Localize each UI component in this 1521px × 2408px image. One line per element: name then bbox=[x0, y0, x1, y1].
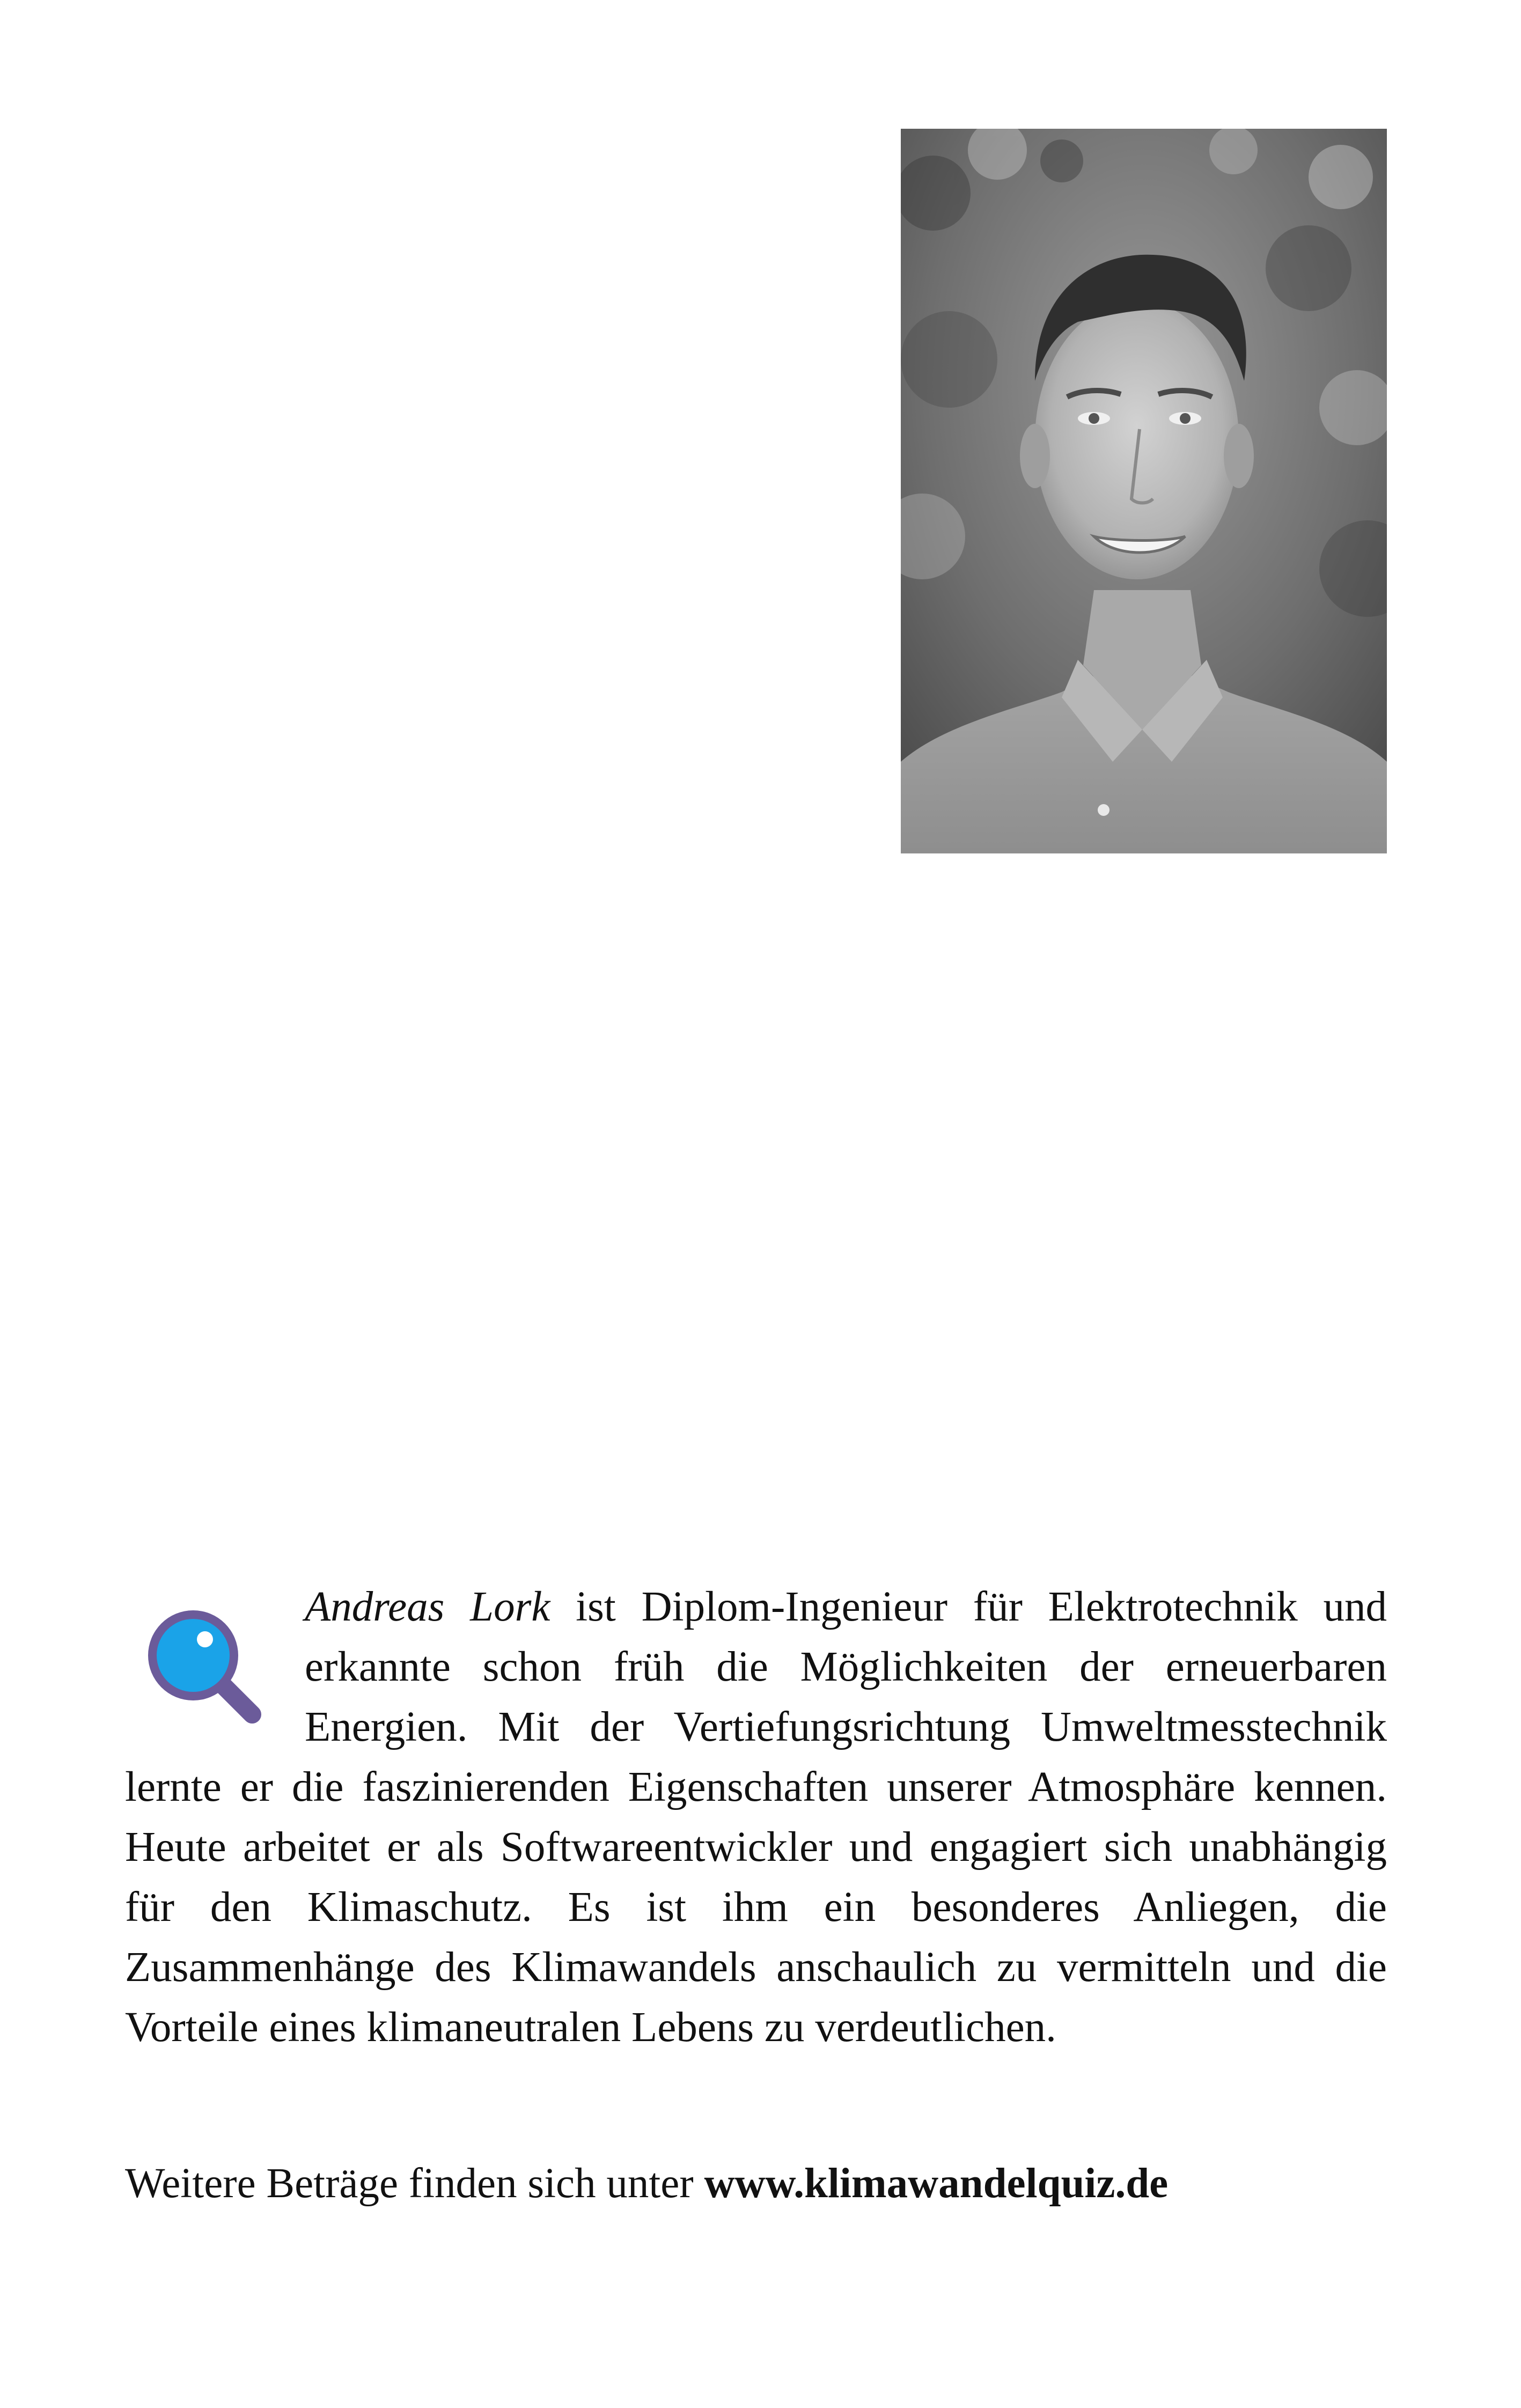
further-contributions bbox=[125, 2154, 1387, 2214]
author-biography bbox=[125, 1577, 1387, 2058]
website-link[interactable]: www.klimawandelquiz.de bbox=[704, 2160, 1169, 2207]
icon-spacer bbox=[125, 1577, 305, 1757]
further-contributions-prefix: Weitere Beträge finden sich unter bbox=[125, 2160, 704, 2207]
author-name: Andreas Lork bbox=[305, 1584, 550, 1630]
biography-text: ist Diplom-Ingenieur für Elektrotechnik und erkannte schon früh die Möglichkeiten der erneuerbaren Energien. Mit der Vertiefungsrichtung Umweltmesstechnik lernte er die faszinierenden Eigenschaften unserer Atmosphäre kennen. Heute arbeitet er als Softwareentwickler und engagiert sich unabhängig für den Klimaschutz. Es ist ihm ein besonderes Anliegen, die Zusammenhänge des Klimawandels anschaulich zu vermitteln und die Vorteile eines klimaneutralen Lebens zu verdeutlichen. bbox=[125, 1584, 1387, 2051]
author-portrait bbox=[901, 129, 1387, 853]
